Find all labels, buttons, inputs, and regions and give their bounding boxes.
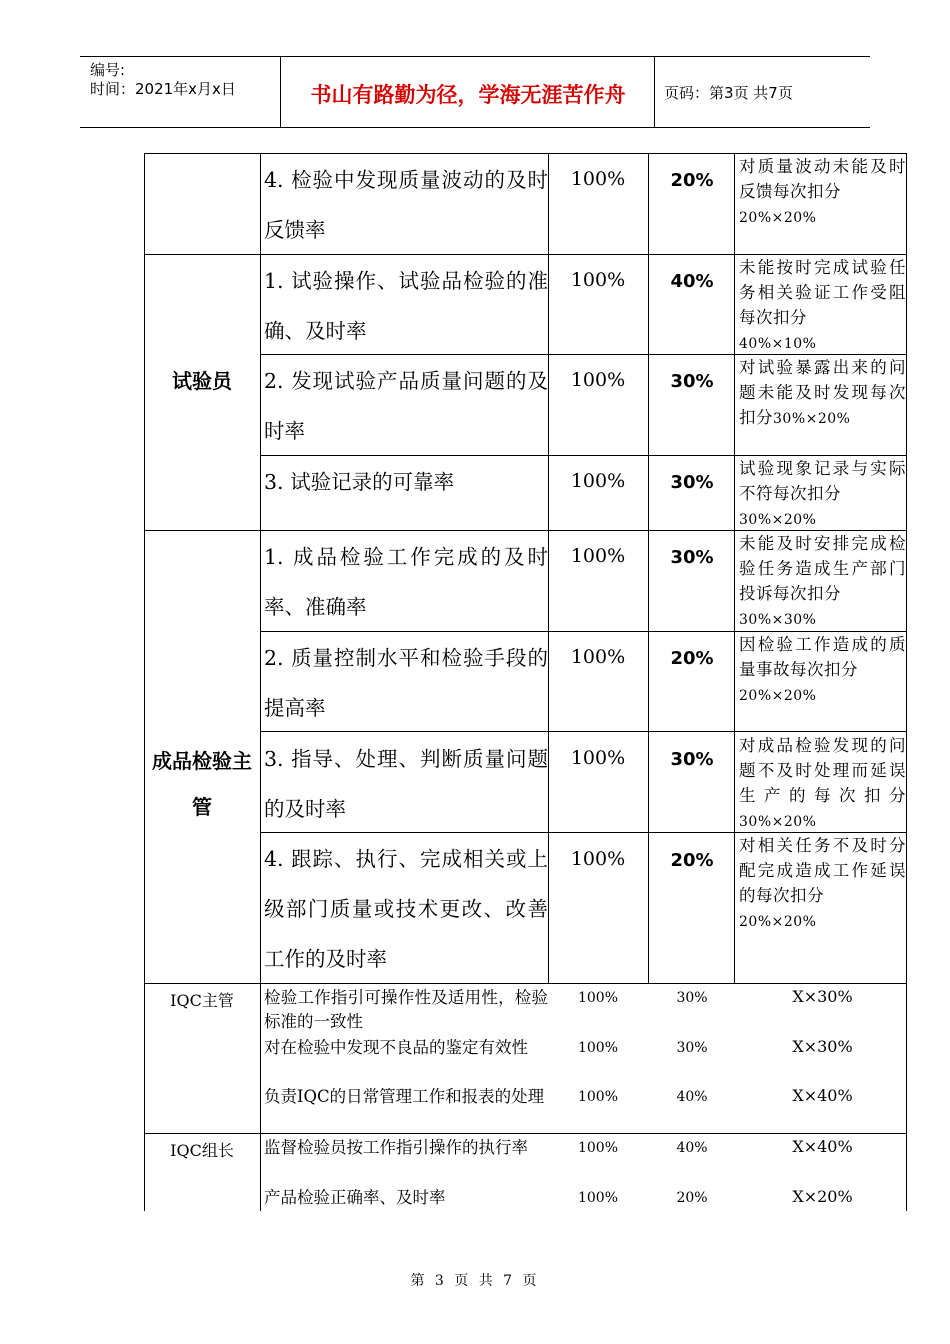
row-rule: 未能及时安排完成检验任务造成生产部门投诉每次扣分 30%×30% (739, 534, 906, 628)
row-rule: 对相关任务不及时分配完成造成工作延误的每次扣分 20%×20% (739, 836, 906, 930)
row-item: 对在检验中发现不良品的鉴定有效性 (264, 1038, 528, 1057)
row-formula: X×40% (792, 1086, 853, 1105)
row-weight: 20% (670, 170, 714, 191)
row-target: 100% (570, 848, 626, 870)
row-item: 4. 检验中发现质量波动的及时反馈率 (264, 168, 548, 242)
row-formula: X×30% (792, 1037, 853, 1056)
row-item: 负责IQC的日常管理工作和报表的处理 (264, 1087, 545, 1106)
row-weight: 30% (676, 990, 708, 1006)
row-formula: X×20% (792, 1187, 853, 1206)
row-item: 3. 指导、处理、判断质量问题的及时率 (264, 747, 548, 821)
role-label: IQC主管 (170, 991, 234, 1010)
row-target: 100% (577, 990, 619, 1006)
row-rule: 未能按时完成试验任务相关验证工作受阻每次扣分 40%×10% (739, 258, 906, 352)
row-weight: 30% (670, 547, 714, 568)
row-item: 监督检验员按工作指引操作的执行率 (264, 1138, 528, 1157)
row-item: 3. 试验记录的可靠率 (264, 470, 455, 494)
row-target: 100% (577, 1089, 619, 1105)
row-item: 1. 成品检验工作完成的及时率、准确率 (264, 545, 548, 619)
row-rule: 对试验暴露出来的问题未能及时发现每次扣分30%×20% (739, 358, 906, 427)
row-rule: 试验现象记录与实际不符每次扣分 30%×20% (739, 459, 906, 528)
serial-label: 编号: (90, 61, 126, 79)
header-motto: 书山有路勤为径，学海无涯苦作舟 (310, 83, 626, 107)
row-formula: X×40% (792, 1137, 853, 1156)
role-label: IQC组长 (170, 1141, 234, 1160)
row-weight: 20% (670, 648, 714, 669)
row-item: 4. 跟踪、执行、完成相关或上级部门质量或技术更改、改善工作的及时率 (264, 847, 548, 971)
row-target: 100% (570, 747, 626, 769)
row-weight: 30% (670, 371, 714, 392)
row-item: 2. 质量控制水平和检验手段的提高率 (264, 646, 548, 720)
row-formula: X×30% (792, 987, 853, 1006)
row-weight: 30% (676, 1040, 708, 1056)
row-weight: 40% (676, 1140, 708, 1156)
header-page-info: 页码：第3页 共7页 (664, 84, 793, 102)
row-weight: 40% (676, 1089, 708, 1105)
row-weight: 40% (670, 271, 714, 292)
role-label: 成品检验主管 (152, 749, 252, 819)
row-rule: 对质量波动未能及时反馈每次扣分 20%×20% (739, 157, 906, 226)
role-label: 试验员 (172, 369, 232, 393)
row-target: 100% (570, 168, 626, 190)
row-target: 100% (570, 646, 626, 668)
row-target: 100% (570, 269, 626, 291)
row-item: 2. 发现试验产品质量问题的及时率 (264, 369, 548, 443)
row-item: 1. 试验操作、试验品检验的准确、及时率 (264, 269, 548, 343)
row-weight: 30% (670, 472, 714, 493)
row-rule: 对成品检验发现的问题不及时处理而延误生产的每次扣分30%×20% (739, 736, 906, 830)
row-weight: 30% (670, 749, 714, 770)
row-target: 100% (570, 369, 626, 391)
row-weight: 20% (676, 1190, 708, 1206)
row-target: 100% (570, 470, 626, 492)
page-footer: 第 3 页 共 7 页 (410, 1273, 540, 1289)
row-target: 100% (577, 1190, 619, 1206)
row-target: 100% (577, 1140, 619, 1156)
row-weight: 20% (670, 850, 714, 871)
row-item: 产品检验正确率、及时率 (264, 1188, 446, 1207)
time-label: 时间：2021年x月x日 (90, 80, 236, 98)
row-target: 100% (570, 545, 626, 567)
row-rule: 因检验工作造成的质量事故每次扣分 20%×20% (739, 635, 906, 704)
row-target: 100% (577, 1040, 619, 1056)
row-item: 检验工作指引可操作性及适用性，检验标准的一致性 (264, 988, 548, 1031)
